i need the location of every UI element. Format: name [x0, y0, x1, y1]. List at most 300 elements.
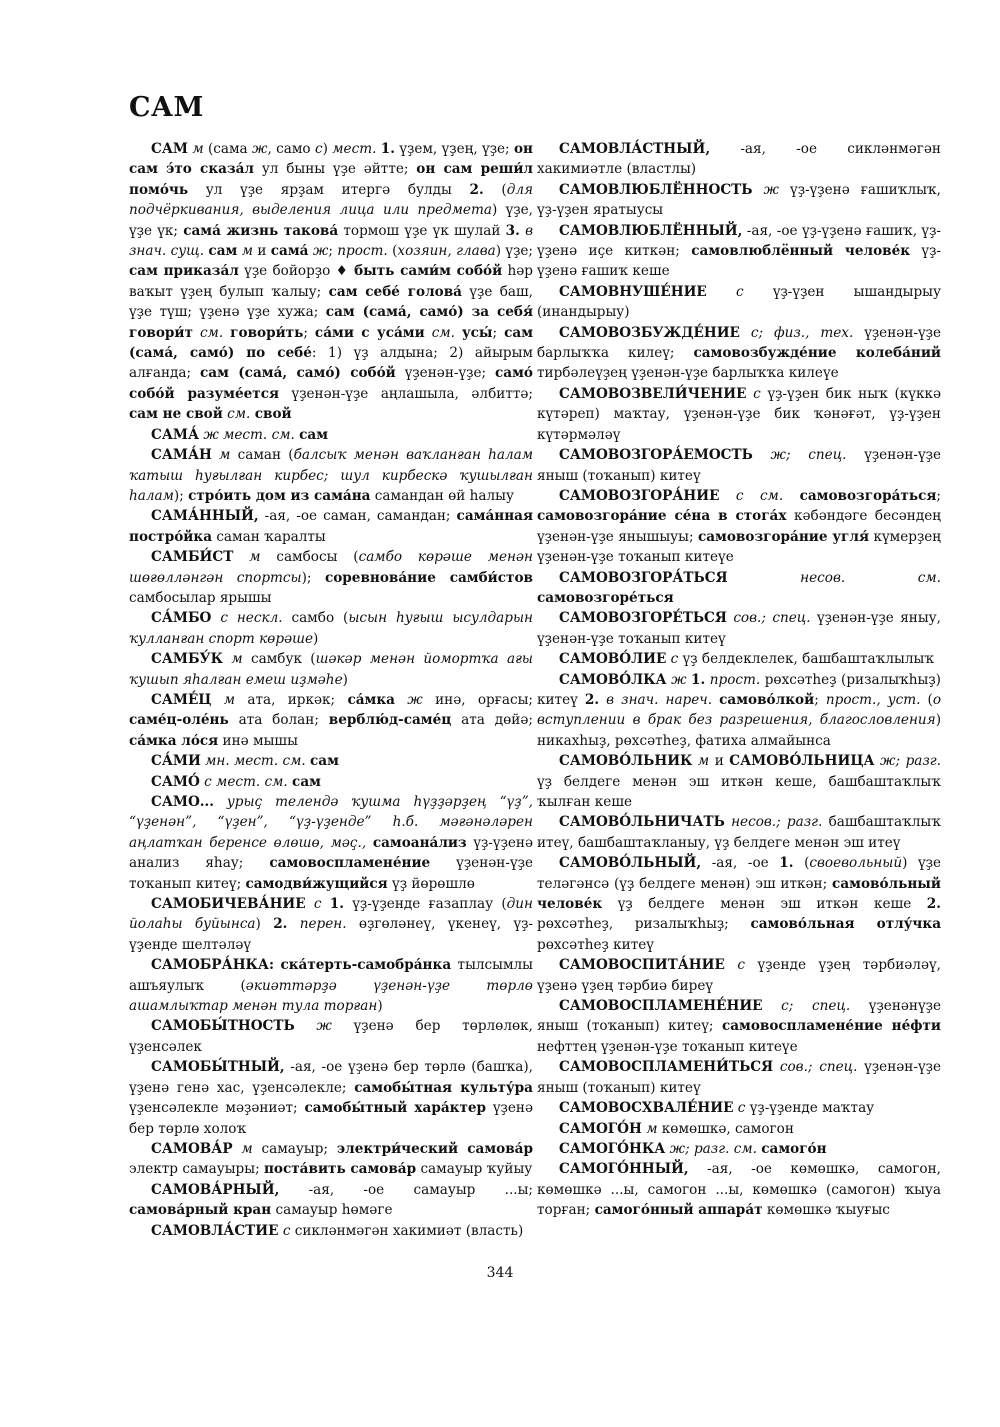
definition-text: өҙгөләнеү, үкенеү, үҙ-үҙенде шелтәләү	[129, 916, 534, 953]
example-phrase: са́ми с уса́ми	[314, 324, 425, 341]
headword: САМОВОЗБУЖДЕ́НИЕ	[559, 324, 740, 341]
example-phrase: сама́нная постро́йка	[129, 508, 533, 545]
definition-text: самауыр һөмәге	[271, 1202, 393, 1219]
definition-text: рөхсәтһеҙ китеү	[537, 936, 654, 953]
grammar-note: ж	[316, 1018, 332, 1035]
headword: САМОВОЗГОРА́НИЕ	[559, 487, 720, 504]
example-phrase: са́мка	[347, 691, 395, 708]
grammar-note: с	[670, 651, 679, 668]
grammar-note: несов.; разг.	[731, 814, 823, 831]
example-phrase: свой	[254, 406, 292, 423]
headword: САМОГО́ННЫЙ,	[559, 1161, 689, 1178]
dictionary-entry	[537, 323, 941, 384]
definition-text	[295, 1018, 317, 1034]
dictionary-entry	[537, 568, 941, 609]
grammar-note: прост.	[709, 671, 761, 688]
example-phrase: говори́ть	[230, 324, 304, 341]
definition-text: -ая, -ое көмөшкә, самогон, көмөшкә ...ы, самогон ...ы, көмөшкә (самогон) ҡыуа торған;	[537, 1161, 941, 1219]
grammar-note: ж	[763, 181, 779, 198]
definition-text: үҙ белдеге менән эш иткән кеше	[602, 896, 927, 913]
dictionary-entry	[537, 1119, 941, 1139]
grammar-note: с	[314, 141, 323, 157]
definition-text: үҙенә бер төрлө холоҡ	[129, 1100, 533, 1137]
definition-text: кәбәндәге бесәндең үҙенән-үҙе янышыуы;	[537, 508, 941, 545]
definition-text: үҙ-үҙенде ғазаплау (	[343, 896, 507, 913]
example-phrase: сам (сама́, само́) по себе́	[129, 324, 534, 362]
definition-text: и	[252, 243, 271, 260]
definition-text: самбосылар ярышы	[129, 589, 272, 606]
grammar-note: м	[697, 753, 710, 770]
example-phrase: са́мка ло́ся	[129, 732, 219, 749]
definition-text	[233, 549, 249, 565]
definition-text: (	[387, 243, 398, 260]
grammar-note: см.	[199, 324, 224, 341]
example-phrase: самовозгора́ние угля́	[697, 528, 870, 545]
dictionary-entry	[537, 670, 941, 752]
dictionary-entry	[129, 649, 533, 690]
dictionary-entry	[537, 486, 941, 568]
grammar-note: урыҫ телендә ҡушма һүҙҙәрҙең “үҙ”, “үҙенән”, “үҙен”, “үҙ-үҙенде” һ.б. мәғәнәләрен аңлатҡан беренсе өлөшө, мәҫ.,	[129, 794, 533, 851]
grammar-note: дин йолаһы буйынса	[129, 896, 533, 933]
definition-text: ата, иркәк;	[235, 691, 348, 708]
definition-text: самауыр;	[252, 1140, 337, 1157]
definition-text: инә мышы	[218, 732, 298, 749]
grammar-note: м	[646, 1120, 658, 1137]
definition-text: үҙ белдеклелек, башбаштаҡлылыҡ	[678, 651, 935, 668]
dictionary-entry	[537, 180, 941, 221]
definition-text	[455, 325, 462, 341]
definition-text	[740, 325, 751, 341]
example-phrase: сам	[208, 243, 238, 260]
example-phrase: он сам реши́л помо́чь	[129, 161, 533, 198]
definition-text: үҙенсәлекле мәҙәниәт;	[129, 1100, 305, 1117]
example-phrase: самовоспламене́ние	[269, 855, 431, 872]
dictionary-entry	[537, 282, 941, 323]
dictionary-entry	[129, 955, 533, 1016]
definition-text	[773, 1059, 780, 1075]
definition-text: үҙ-үҙен ышандырыу (инандырыу)	[537, 283, 941, 321]
definition-text: үҙенән-үҙе яныу, үҙенән-үҙе тоҡанып китеү	[537, 610, 942, 647]
definition-text: саман (	[230, 447, 294, 464]
definition-text: )	[255, 916, 274, 933]
dictionary-entry	[129, 1016, 533, 1057]
definition-text: -ая, -ое	[701, 855, 780, 872]
definition-text	[306, 896, 314, 912]
dictionary-entry	[537, 955, 941, 996]
headword: САМОВО́ЛЬНИЧАТЬ	[559, 814, 725, 831]
grammar-note: несов. см.	[800, 569, 941, 586]
example-phrase: сам приказа́л	[129, 263, 239, 280]
definition-text: үҙенән-үҙе яныш (тоҡанып) китеү	[537, 1059, 941, 1096]
definition-text	[395, 692, 407, 708]
dictionary-entry	[537, 1098, 941, 1118]
example-phrase: самобы́тная культу́ра	[354, 1079, 533, 1096]
example-phrase: самовозгоре́ться	[537, 589, 674, 606]
definition-text: самандан өй һалыу	[370, 487, 514, 504]
definition-text: үҙенән-үҙе яныш (тоҡанып) китеү	[537, 447, 941, 484]
definition-text	[425, 325, 432, 341]
grammar-note: м	[249, 549, 261, 566]
example-phrase: соревнова́ние самби́стов	[324, 569, 533, 586]
example-phrase: верблю́д-саме́ц	[328, 712, 452, 729]
dictionary-entry	[129, 772, 533, 792]
example-phrase: ска́терть-самобра́нка	[280, 957, 452, 974]
dictionary-entry	[537, 853, 941, 955]
headword: САМА́	[151, 426, 200, 443]
grammar-note: прост.	[337, 243, 388, 260]
grammar-note: с	[736, 283, 744, 300]
definition-text: үҙенән-үҙе;	[395, 365, 496, 382]
definition-text: ул үҙе ярҙам итергә булды	[188, 181, 470, 198]
grammar-note: с мест. см.	[204, 773, 288, 790]
definition-text: ) үҙе теләгәнсә (үҙ белдеге менән) эш иткән;	[537, 855, 941, 892]
dictionary-entry	[537, 384, 941, 445]
definition-text: -ая, -ое үҙ-үҙенә ғашиҡ, үҙ-үҙенә иҫе киткән;	[537, 222, 941, 260]
headword: СА́МИ	[151, 753, 201, 770]
headword: САМО...	[151, 794, 214, 810]
definition-text: тирбәлеүҙең үҙенән-үҙе барлыҡҡа килеүе	[537, 365, 839, 382]
headword: САМОВЛЮБЛЁННОСТЬ	[559, 181, 753, 198]
grammar-note: с	[753, 385, 761, 402]
example-phrase: самовозгора́ние се́на в стога́х	[537, 508, 787, 525]
example-phrase: самодви́жущийся	[245, 875, 388, 892]
definition-text	[752, 182, 763, 198]
example-phrase: сам (сама́, само́) собо́й	[200, 365, 396, 382]
example-phrase: 1.	[691, 671, 706, 688]
example-phrase: самовозбужде́ние колеба́ний	[693, 345, 941, 362]
grammar-note: о вступлении в брак без разрешения, благословления	[537, 691, 942, 729]
definition-text	[753, 447, 771, 463]
dictionary-entry	[537, 1057, 941, 1098]
definition-text: үҙе бойорҙо ♦	[238, 263, 355, 280]
grammar-note: ж	[312, 243, 329, 260]
definition-text: үҙенә бер төрлөлөк, үҙенсәлек	[129, 1018, 533, 1055]
definition-text: -ая, -ое саман, самандан;	[258, 508, 457, 525]
dictionary-entry	[129, 445, 533, 506]
dictionary-entry	[129, 425, 533, 445]
headword: САМОВОСПИТА́НИЕ	[559, 957, 725, 974]
example-phrase: он сам э́то сказа́л	[129, 141, 534, 178]
page-number: 344	[486, 1265, 514, 1281]
definition-text	[707, 284, 736, 300]
grammar-note: м	[231, 651, 243, 668]
dictionary-entry	[129, 547, 533, 608]
definition-text: -ая, -ое сикләнмәгән хакимиәтле (властлы)	[537, 141, 941, 178]
definition-text: самауыр ҡуйыу	[416, 1161, 533, 1178]
definition-text	[763, 998, 782, 1014]
headword: САМОВЛЮБЛЁННЫЙ,	[559, 222, 743, 239]
dictionary-entry	[537, 751, 941, 812]
headword: САМОБЫ́ТНОСТЬ	[151, 1018, 295, 1035]
headword: САМОВОЗГОРА́ТЬСЯ	[559, 569, 728, 586]
grammar-note: с	[313, 896, 322, 913]
example-phrase: самовлюблённый челове́к	[691, 243, 911, 260]
definition-text: рөхсәтһеҙ, ризалыҡһыҙ;	[537, 916, 751, 933]
headword: САМОГО́Н	[559, 1120, 642, 1137]
example-phrase: сам	[310, 753, 339, 770]
headword: САМОБЫ́ТНЫЙ,	[151, 1059, 285, 1076]
grammar-note: м	[219, 447, 231, 464]
definition-text: -ая, -ое самауыр ...ы;	[279, 1181, 533, 1198]
example-phrase: сам не свой	[129, 406, 223, 423]
definition-text: рөхсәтһеҙ (ризалыҡһыҙ) китеү	[537, 671, 941, 708]
dictionary-entry	[537, 221, 941, 282]
headword: САМОВОЗВЕЛИ́ЧЕНИЕ	[559, 385, 747, 402]
headword: САМОВОЗГОРЕ́ТЬСЯ	[559, 610, 727, 627]
grammar-note: с	[737, 1100, 746, 1117]
definition-text: );	[173, 487, 189, 504]
dictionary-entry	[537, 139, 941, 180]
definition-text	[211, 692, 223, 708]
example-phrase: 2.	[926, 896, 941, 913]
definition-text: инә, орғасы;	[422, 691, 533, 708]
definition-text: үҙенде үҙең тәрбиәләү, үҙенә үҙең тәрбиә биреү	[537, 957, 941, 994]
example-phrase: 2.	[469, 181, 484, 198]
example-phrase: 3.	[505, 222, 520, 239]
example-phrase: 1.	[329, 896, 344, 913]
definition-text: )	[377, 998, 383, 1015]
definition-text: тылсымлы ашъяулыҡ (	[129, 957, 533, 994]
example-phrase: 2.	[273, 916, 288, 933]
grammar-note: әкиәттәрҙә үҙенән-үҙе төрлө ашамлыҡтар менән тула торған	[129, 977, 533, 1015]
definition-text: үҙенән-үҙе тоҡанып китеү;	[129, 855, 533, 892]
headword: САМО́	[151, 773, 200, 790]
definition-text: ;	[303, 324, 315, 341]
grammar-note: с	[737, 957, 745, 974]
dictionary-entry	[129, 1057, 533, 1139]
definition-text	[212, 447, 219, 463]
grammar-note: сов.; спец.	[779, 1059, 858, 1076]
dictionary-entry	[129, 894, 533, 955]
dictionary-entry	[129, 1221, 533, 1241]
grammar-note: перен.	[299, 916, 347, 933]
grammar-note: мн. мест. см.	[205, 753, 306, 770]
definition-text: үҙ белдеге менән эш иткән кеше, башбаштаҡлыҡ ҡылған кеше	[537, 773, 941, 810]
definition-text	[211, 610, 220, 626]
definition-text	[214, 794, 227, 810]
example-phrase: самова́рный кран	[129, 1202, 272, 1219]
headword: САМОВОЗГОРА́ЕМОСТЬ	[559, 447, 753, 464]
headword: САМОГО́НКА	[559, 1140, 666, 1157]
definition-text: нефттең үҙенән-үҙе тоҡанып китеүе	[537, 1038, 798, 1055]
grammar-note: для подчёркивания, выделения лица или предмета	[129, 181, 533, 219]
example-phrase: сам (сама́, само́) за себя́ говори́т	[129, 304, 533, 341]
example-phrase: стро́ить дом из сама́на	[188, 487, 371, 504]
definition-text: самбосы (	[260, 549, 359, 566]
grammar-note: м	[241, 1140, 253, 1157]
definition-text: (	[793, 855, 810, 872]
grammar-note: шәкәр менән йомортҡа ағы ҡушып яһалған емеш иҙмәһе	[129, 651, 534, 688]
definition-text: үҙ-үҙенде маҡтау	[745, 1100, 875, 1117]
definition-text: ) никахһыҙ, рөхсәтһеҙ, фатиха алмайынса	[537, 712, 941, 749]
definition-text: һәр ваҡыт үҙең булып ҡалыу;	[129, 263, 533, 300]
grammar-note: м	[241, 243, 253, 260]
definition-text: ;	[814, 691, 826, 708]
grammar-note: сов.; спец.	[733, 610, 811, 627]
definition-text: үҙ-үҙенә ғашиҡлыҡ, үҙ-үҙен яратыусы	[537, 181, 941, 219]
definition-text: үҙенән-үҙе аңлашыла, әлбиттә;	[279, 385, 533, 402]
headword: САМОВО́ЛЬНИЦА	[729, 753, 875, 770]
definition-text: самбо (	[282, 610, 349, 627]
headword: СА́МБО	[151, 610, 212, 627]
grammar-note: прост., уст.	[825, 691, 921, 708]
grammar-note: ж	[252, 141, 268, 157]
example-phrase: сам	[292, 773, 321, 790]
definition-text: үҙенән-үҙе барлыҡҡа килеү;	[537, 324, 941, 362]
grammar-note: ж; разг.	[880, 753, 941, 770]
example-phrase: сама́	[270, 243, 309, 260]
definition-text: ) үҙе, үҙе үк;	[129, 202, 534, 239]
example-phrase: усы́	[461, 324, 493, 341]
definition-text: күмерҙең үҙенән-үҙе тоҡанып китеүе	[537, 528, 941, 566]
example-phrase: самоана́лиз	[372, 834, 467, 851]
dictionary-entry	[537, 812, 941, 853]
grammar-note: ж	[671, 671, 687, 688]
grammar-note: ж; спец.	[770, 447, 847, 464]
definition-text: ;	[936, 487, 941, 504]
definition-text	[783, 488, 799, 504]
definition-text: (	[483, 181, 507, 198]
definition-text: , само	[267, 141, 315, 157]
headword: САМБИ́СТ	[151, 549, 234, 566]
definition-text: тормош үҙе үк шулай	[338, 222, 506, 239]
definition-text	[193, 325, 200, 341]
dictionary-entry	[129, 792, 533, 894]
definition-text: )	[322, 141, 333, 157]
grammar-note: ысын һуғыш ысулдарын ҡулланған спорт көрәше	[129, 610, 533, 647]
grammar-note: см.	[227, 406, 251, 423]
headword: САМОВА́Р	[151, 1140, 233, 1157]
definition-text	[728, 570, 801, 586]
definition-text: )	[342, 671, 348, 688]
definition-text	[725, 957, 738, 973]
example-phrase: самовоспламене́ние не́фти	[721, 1018, 941, 1035]
headword: САМОВОСХВАЛЕ́НИЕ	[559, 1100, 734, 1117]
grammar-note: с нескл.	[220, 610, 283, 627]
grammar-note: с см.	[735, 487, 784, 504]
grammar-note: ж мест. см.	[203, 426, 295, 443]
definition-text: ;	[492, 324, 505, 341]
definition-text	[287, 916, 299, 932]
headword: САМЕ́Ц	[151, 691, 212, 708]
headword: САМОВЛА́СТНЫЙ,	[559, 141, 711, 157]
example-phrase: поста́вить самова́р	[263, 1161, 417, 1178]
headword: САМОВО́ЛКА	[559, 671, 667, 688]
dictionary-entry	[129, 608, 533, 649]
example-phrase: само́ собо́й разуме́ется	[129, 365, 533, 402]
definition-text: үҙе баш, үҙе түш; үҙенә үҙе хужа;	[129, 283, 533, 321]
example-phrase: самобы́тный хара́ктер	[304, 1100, 487, 1117]
headword: САМОБРА́НКА:	[151, 957, 274, 974]
definition-text: (	[920, 691, 933, 708]
definition-text: үҙенәнүҙе яныш (тоҡанып) китеү;	[537, 998, 942, 1035]
dictionary-entry	[537, 996, 941, 1057]
grammar-note: ж; разг. см.	[669, 1140, 757, 1157]
definition-text: үҙ-үҙен бик ныҡ (күккә күтәреп) маҡтау, үҙенән-үҙе бик ҡәнәғәт, үҙ-үҙен күтәрмәләү	[537, 385, 942, 443]
headword: САМА́ННЫЙ,	[151, 508, 259, 525]
definition-text: көмөшкә, самогон	[657, 1120, 794, 1137]
headword: САМБУ́К	[151, 651, 223, 668]
left-column	[129, 139, 533, 1241]
dictionary-entry	[537, 1139, 941, 1159]
dictionary-entry	[129, 139, 533, 425]
definition-text: башбаштаҡлыҡ итеү, башбаштаҡланыу, үҙ белдеге менән эш итеү	[537, 814, 941, 851]
example-phrase: быть сами́м собо́й	[354, 263, 503, 280]
headword: САМОВО́ЛЬНИК	[559, 753, 693, 770]
headword: САМОВА́РНЫЙ,	[151, 1181, 280, 1198]
dictionary-entry	[129, 751, 533, 771]
example-phrase: 1.	[779, 855, 794, 872]
example-phrase: самово́лкой	[719, 691, 815, 708]
headword: САМОВОСПЛАМЕНЕ́НИЕ	[559, 998, 763, 1015]
dictionary-entry	[129, 690, 533, 751]
running-head: САМ	[129, 92, 204, 123]
grammar-note: см.	[431, 324, 455, 341]
grammar-note: в знач. сущ.	[129, 222, 534, 260]
headword: САМОВОСПЛАМЕНИ́ТЬСЯ	[559, 1059, 774, 1076]
definition-text: )	[313, 630, 319, 647]
definition-text	[719, 488, 735, 504]
definition-text: и	[709, 753, 730, 770]
example-phrase: 1.	[380, 141, 395, 157]
right-column	[537, 139, 941, 1221]
dictionary-entry	[537, 649, 941, 669]
grammar-note: своевольный	[809, 855, 903, 872]
definition-text: (сама	[203, 141, 253, 157]
definition-text: үҙ йөрөшлө	[387, 875, 475, 892]
dictionary-entry	[537, 608, 941, 649]
grammar-note: мест.	[332, 141, 377, 157]
example-phrase: сама́ жизнь такова́	[183, 222, 339, 239]
definition-text: көмөшкә ҡыуғыс	[762, 1202, 890, 1219]
grammar-note: балсыҡ менән ваҡланған һалам ҡатыш һуғылған кирбес; шул кирбескә ҡушылған һалам	[129, 447, 534, 504]
definition-text: саман ҡаралты	[212, 528, 326, 545]
example-phrase: сам	[299, 426, 329, 443]
example-phrase: самого́нный аппара́т	[594, 1202, 763, 1219]
definition-text: ата болан;	[228, 712, 329, 729]
grammar-note: с; спец.	[781, 998, 851, 1015]
example-phrase: самово́льный челове́к	[537, 875, 941, 913]
dictionary-entry	[129, 1139, 533, 1180]
headword: САМ	[151, 141, 188, 157]
example-phrase: саме́ц-оле́нь	[129, 712, 229, 729]
definition-text: ул быны үҙе әйтте;	[254, 161, 417, 178]
definition-text: : 1) үҙ алдына; 2) айырым алғанда;	[129, 345, 533, 382]
definition-text: сикләнмәгән хакимиәт (власть)	[290, 1222, 524, 1239]
headword: САМОБИЧЕВА́НИЕ	[151, 896, 306, 913]
definition-text: ) үҙе;	[495, 243, 533, 260]
headword: САМОВО́ЛЬНЫЙ,	[559, 855, 702, 872]
grammar-note: в знач. нареч.	[606, 691, 713, 708]
grammar-note: с	[282, 1222, 291, 1239]
dictionary-entry	[537, 445, 941, 486]
dictionary-entry	[129, 506, 533, 547]
headword: САМОВНУШЕ́НИЕ	[559, 283, 707, 300]
definition-text	[322, 896, 330, 912]
grammar-note: м	[223, 691, 236, 708]
example-phrase: самово́льная отлу́чка	[750, 916, 942, 933]
grammar-note: ж	[407, 691, 423, 708]
headword: САМОВО́ЛИЕ	[559, 651, 667, 668]
dictionary-entry	[537, 1159, 941, 1220]
definition-text: ;	[328, 243, 338, 260]
definition-text: самбук (	[242, 651, 316, 668]
example-phrase: 2.	[584, 691, 600, 708]
definition-text: электр самауыры;	[129, 1161, 264, 1178]
definition-text: үҙ-үҙенә анализ яһау;	[129, 834, 534, 872]
example-phrase: электри́ческий самова́р	[336, 1140, 533, 1157]
grammar-note: с; физ., тех.	[750, 324, 854, 341]
